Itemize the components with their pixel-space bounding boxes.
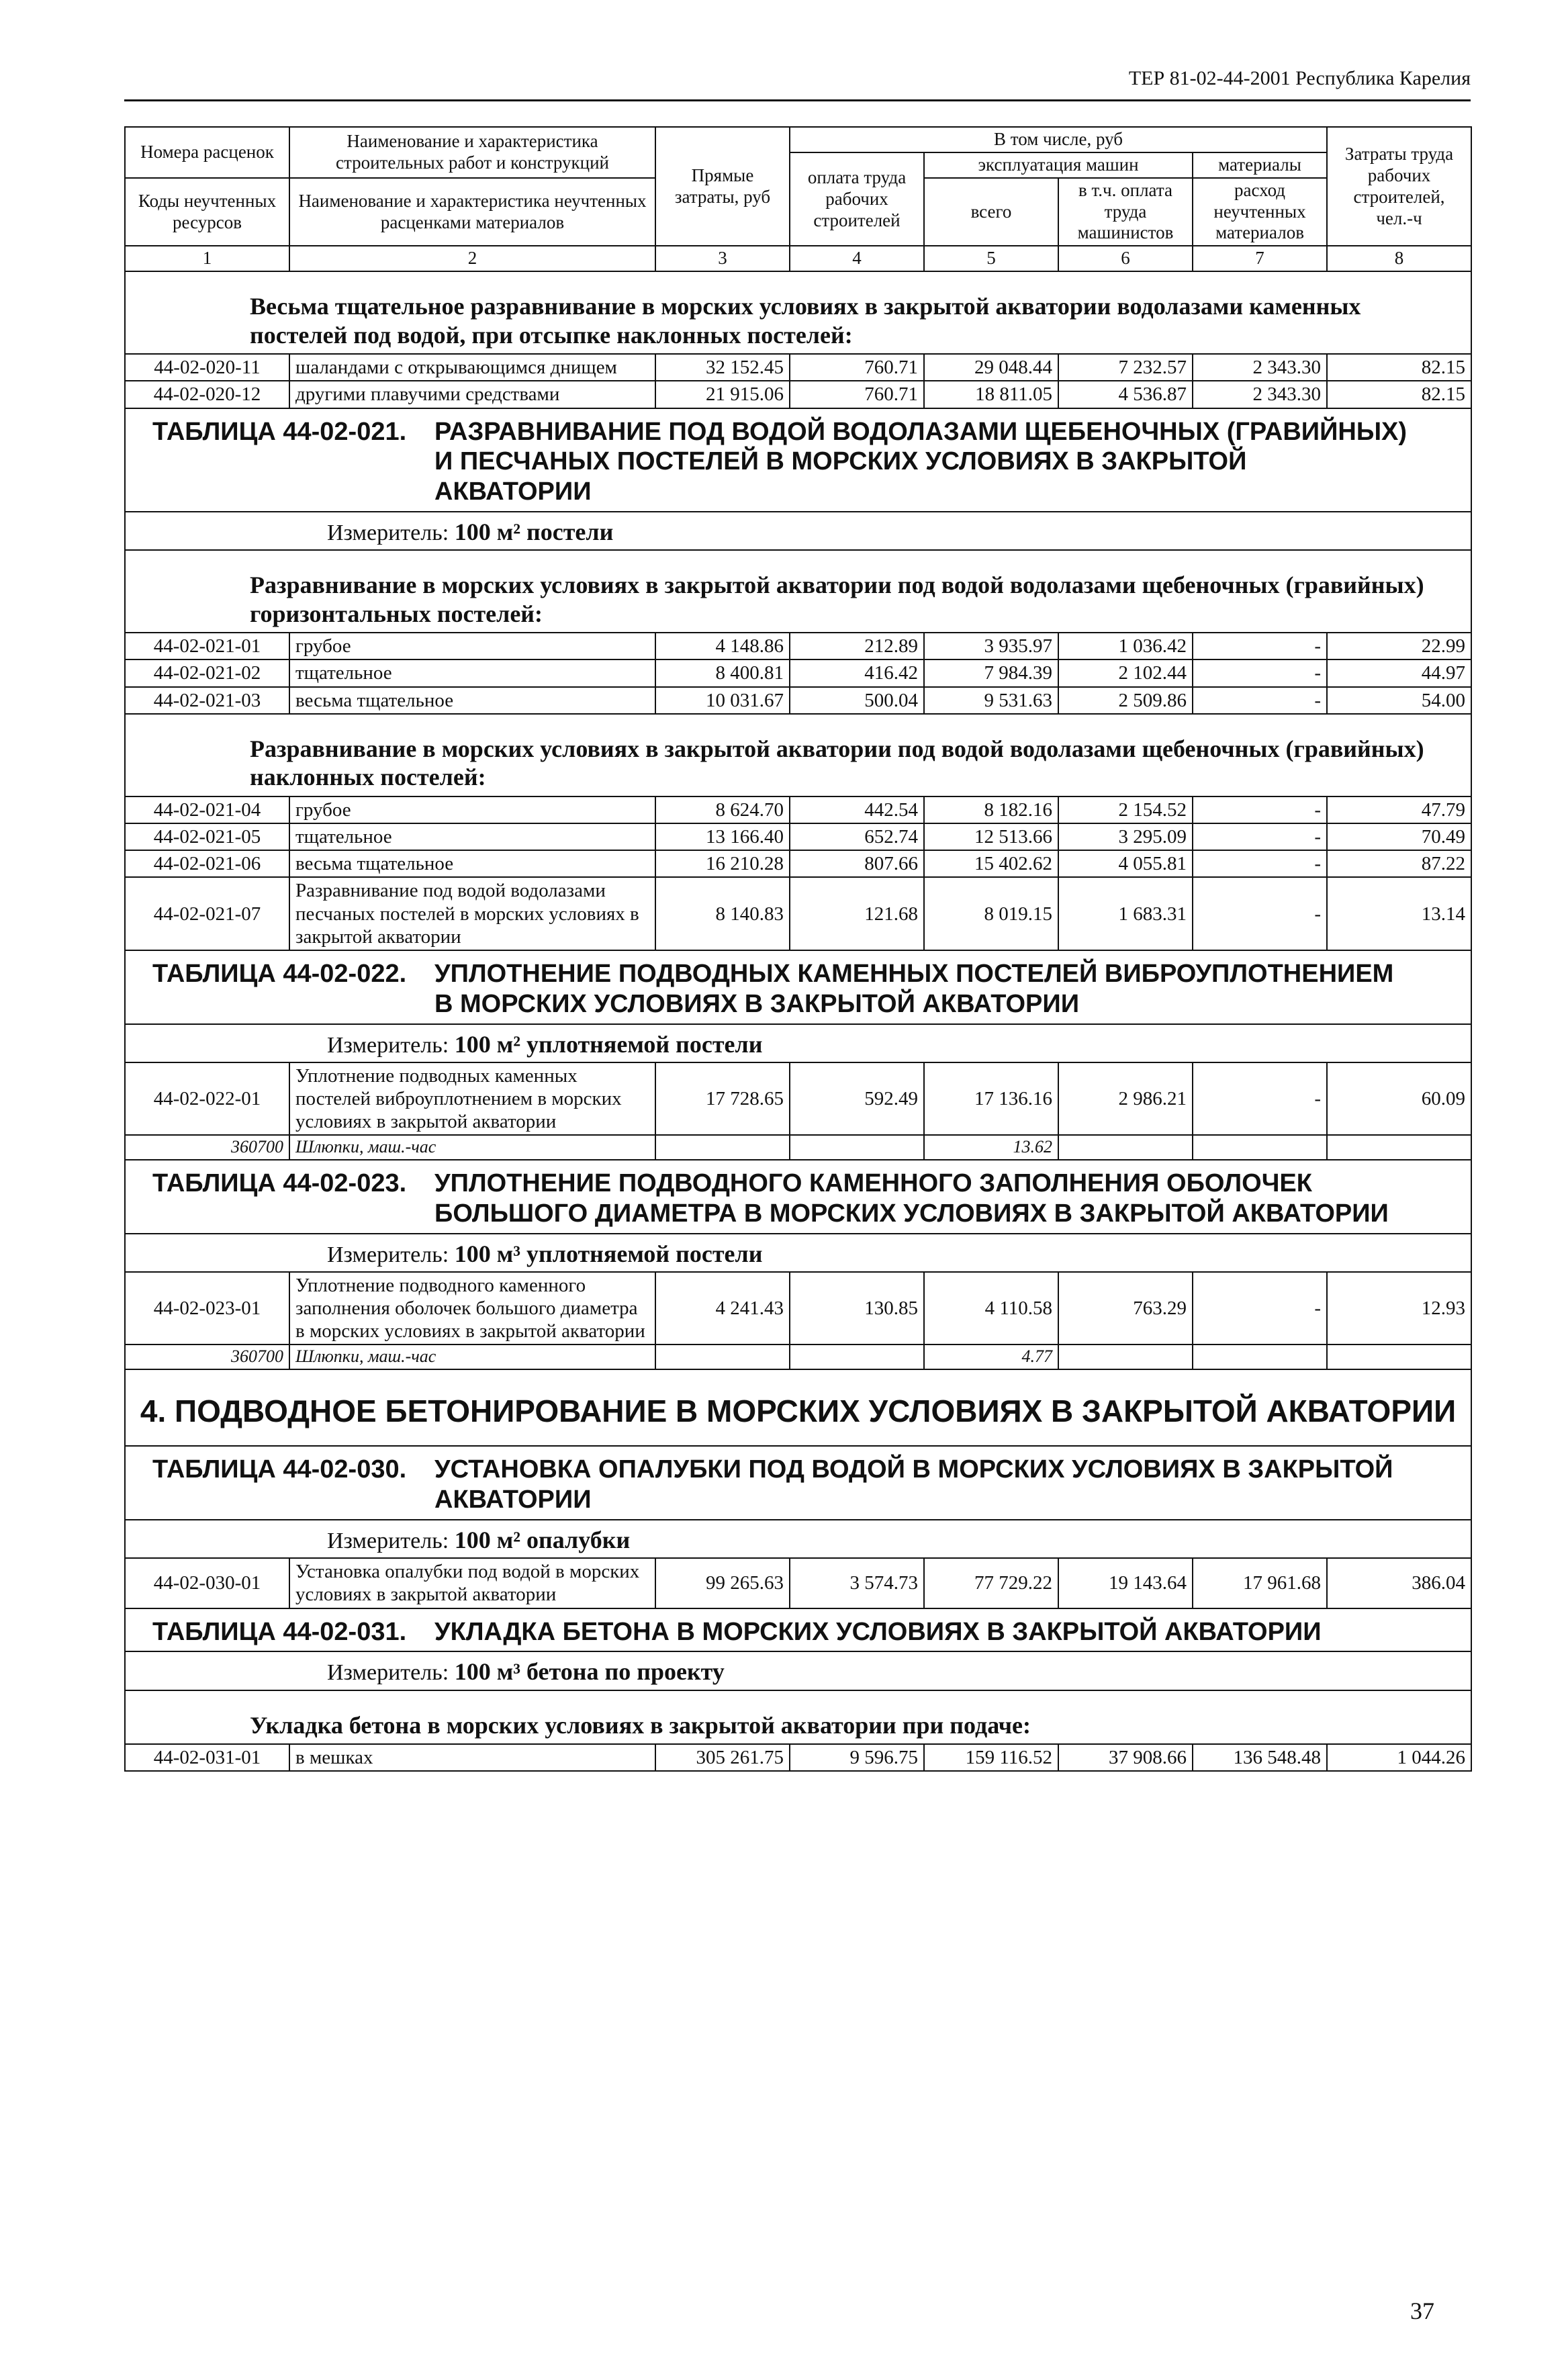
row-name: другими плавучими средствами [289,381,655,408]
measure-row [125,512,1471,550]
row-materials: - [1193,1272,1327,1345]
measure [125,1024,1471,1062]
row-machines-wages: 2 509.86 [1058,687,1193,714]
table-row [125,1272,1471,1345]
row-code: 44-02-021-07 [125,877,289,950]
row-name: Разравнивание под водой водолазами песчаных постелей в морских условиях в закрытой акватории [289,877,655,950]
row-direct: 10 031.67 [655,687,790,714]
col-header-name: Наименование и характеристика строительных работ и конструкций [289,127,655,178]
row-machines: 7 984.39 [924,659,1058,686]
table-title [125,1160,1471,1234]
col-header-machines-wages: в т.ч. оплата труда машинистов [1058,178,1193,246]
table-title [125,1608,1471,1652]
row-name: Уплотнение подводного каменного заполнения оболочек большого диаметра в морских условиях в закрытой акватории [289,1272,655,1345]
row-name: Уплотнение подводных каменных постелей виброуплотнением в морских условиях в закрытой акватории [289,1062,655,1136]
row-code: 44-02-021-05 [125,823,289,850]
row-materials: - [1193,687,1327,714]
row-labor: 12.93 [1327,1272,1471,1345]
resource-name: Шлюпки, маш.-час [289,1344,655,1369]
col-num: 1 [125,246,289,271]
chapter-title: 4. ПОДВОДНОЕ БЕТОНИРОВАНИЕ В МОРСКИХ УСЛОВИЯХ В ЗАКРЫТОЙ АКВАТОРИИ [125,1369,1471,1446]
col-header-resource-code: Коды неучтенных ресурсов [125,178,289,246]
row-direct: 305 261.75 [655,1744,790,1771]
measure-label: Измеритель: [327,1660,449,1686]
measure-value: 100 м³ уплотняемой постели [454,1240,763,1267]
table-title-text: РАЗРАВНИВАНИЕ ПОД ВОДОЙ ВОДОЛАЗАМИ ЩЕБЕНОЧНЫХ (ГРАВИЙНЫХ) И ПЕСЧАНЫХ ПОСТЕЛЕЙ В МОРСКИХ УСЛОВИЯХ В ЗАКРЫТОЙ АКВАТОРИИ [434,417,1408,506]
section-heading-row [125,271,1471,354]
col-header-incl: В том числе, руб [790,127,1327,152]
row-direct: 8 400.81 [655,659,790,686]
row-materials: - [1193,659,1327,686]
table-title-row [125,950,1471,1024]
table-row [125,1558,1471,1608]
row-wages: 807.66 [790,850,924,877]
col-header-wages: оплата труда рабочих строителей [790,152,924,246]
row-direct: 21 915.06 [655,381,790,408]
page-number: 37 [1410,2297,1434,2324]
row-machines: 4 110.58 [924,1272,1058,1345]
resource-code: 360700 [125,1344,289,1369]
empty-cell [1327,1135,1471,1160]
row-machines-wages: 37 908.66 [1058,1744,1193,1771]
table-row [125,796,1471,823]
col-header-materials: материалы [1193,152,1327,178]
empty-cell [1193,1344,1327,1369]
col-header-material-name: Наименование и характеристика неучтенных расценками материалов [289,178,655,246]
row-materials: - [1193,850,1327,877]
header-row-1 [125,127,1471,152]
table-title-row [125,1608,1471,1652]
table-label: ТАБЛИЦА 44-02-023. [152,1169,407,1198]
table-label: ТАБЛИЦА 44-02-022. [152,959,407,988]
row-materials: 17 961.68 [1193,1558,1327,1608]
row-direct: 17 728.65 [655,1062,790,1136]
row-machines: 3 935.97 [924,633,1058,659]
measure [125,1651,1471,1690]
col-num: 7 [1193,246,1327,271]
row-direct: 4 241.43 [655,1272,790,1345]
empty-cell [1058,1135,1193,1160]
row-name: шаландами с открывающимся днищем [289,354,655,381]
row-machines-wages: 763.29 [1058,1272,1193,1345]
measure-label: Измеритель: [327,1242,449,1267]
row-machines: 12 513.66 [924,823,1058,850]
row-machines-wages: 19 143.64 [1058,1558,1193,1608]
measure [125,512,1471,550]
table-title [125,950,1471,1024]
table-row [125,659,1471,686]
measure-value: 100 м² опалубки [454,1526,631,1554]
measure-row [125,1651,1471,1690]
resource-machines: 4.77 [924,1344,1058,1369]
empty-cell [655,1344,790,1369]
row-labor: 22.99 [1327,633,1471,659]
col-num: 2 [289,246,655,271]
row-name: Установка опалубки под водой в морских условиях в закрытой акватории [289,1558,655,1608]
row-wages: 652.74 [790,823,924,850]
col-num: 6 [1058,246,1193,271]
header-number-row [125,246,1471,271]
row-machines: 159 116.52 [924,1744,1058,1771]
resource-row [125,1344,1471,1369]
col-num: 3 [655,246,790,271]
table-title-row [125,1160,1471,1234]
table-row [125,1744,1471,1771]
row-machines: 77 729.22 [924,1558,1058,1608]
row-direct: 13 166.40 [655,823,790,850]
table-title-text: УПЛОТНЕНИЕ ПОДВОДНЫХ КАМЕННЫХ ПОСТЕЛЕЙ ВИБРОУПЛОТНЕНИЕМ В МОРСКИХ УСЛОВИЯХ В ЗАКРЫТОЙ АКВАТОРИИ [434,959,1394,1018]
table-row [125,877,1471,950]
row-labor: 44.97 [1327,659,1471,686]
header-rule [124,99,1471,101]
empty-cell [790,1135,924,1160]
empty-cell [790,1344,924,1369]
resource-code: 360700 [125,1135,289,1160]
row-machines-wages: 2 102.44 [1058,659,1193,686]
resource-row [125,1135,1471,1160]
col-num: 8 [1327,246,1471,271]
row-labor: 70.49 [1327,823,1471,850]
table-label: ТАБЛИЦА 44-02-030. [152,1455,407,1484]
measure-value: 100 м³ бетона по проекту [454,1658,725,1686]
chapter-row [125,1369,1471,1446]
row-name: грубое [289,633,655,659]
row-machines: 17 136.16 [924,1062,1058,1136]
measure-label: Измеритель: [327,1032,449,1058]
row-code: 44-02-022-01 [125,1062,289,1136]
row-code: 44-02-021-06 [125,850,289,877]
row-machines: 29 048.44 [924,354,1058,381]
row-materials: - [1193,823,1327,850]
row-wages: 212.89 [790,633,924,659]
row-machines: 15 402.62 [924,850,1058,877]
col-num: 4 [790,246,924,271]
row-wages: 9 596.75 [790,1744,924,1771]
row-labor: 1 044.26 [1327,1744,1471,1771]
row-direct: 8 140.83 [655,877,790,950]
row-wages: 760.71 [790,354,924,381]
row-materials: - [1193,877,1327,950]
row-machines: 18 811.05 [924,381,1058,408]
table-row [125,1062,1471,1136]
row-name: весьма тщательное [289,850,655,877]
page-header: ТЕР 81-02-44-2001 Республика Карелия [1128,67,1471,89]
row-materials: 2 343.30 [1193,354,1327,381]
row-machines: 9 531.63 [924,687,1058,714]
col-header-number: Номера расценок [125,127,289,178]
row-materials: - [1193,633,1327,659]
row-labor: 13.14 [1327,877,1471,950]
row-labor: 87.22 [1327,850,1471,877]
row-wages: 121.68 [790,877,924,950]
measure-row [125,1024,1471,1062]
measure-value: 100 м² постели [454,518,614,546]
table-row [125,633,1471,659]
col-num: 5 [924,246,1058,271]
row-name: весьма тщательное [289,687,655,714]
table-title-row [125,408,1471,512]
col-header-machines-total: всего [924,178,1058,246]
row-name: тщательное [289,659,655,686]
measure-label: Измеритель: [327,520,449,546]
row-materials: 2 343.30 [1193,381,1327,408]
table-row [125,687,1471,714]
col-header-labor: Затраты труда рабочих строителей, чел.-ч [1327,127,1471,246]
row-name: грубое [289,796,655,823]
table-title-row [125,1446,1471,1520]
row-wages: 3 574.73 [790,1558,924,1608]
row-labor: 386.04 [1327,1558,1471,1608]
row-name: в мешках [289,1744,655,1771]
row-machines-wages: 2 986.21 [1058,1062,1193,1136]
table-title-text: УСТАНОВКА ОПАЛУБКИ ПОД ВОДОЙ В МОРСКИХ УСЛОВИЯХ В ЗАКРЫТОЙ АКВАТОРИИ [434,1455,1393,1514]
measure-row [125,1234,1471,1272]
row-machines: 8 182.16 [924,796,1058,823]
measure-value: 100 м² уплотняемой постели [454,1030,763,1058]
table-title [125,1446,1471,1520]
col-header-direct: Прямые затраты, руб [655,127,790,246]
row-machines-wages: 3 295.09 [1058,823,1193,850]
row-direct: 32 152.45 [655,354,790,381]
row-code: 44-02-031-01 [125,1744,289,1771]
table-title-text: УПЛОТНЕНИЕ ПОДВОДНОГО КАМЕННОГО ЗАПОЛНЕНИЯ ОБОЛОЧЕК БОЛЬШОГО ДИАМЕТРА В МОРСКИХ УСЛОВИЯХ В ЗАКРЫТОЙ АКВАТОРИИ [434,1169,1389,1228]
row-wages: 592.49 [790,1062,924,1136]
empty-cell [1058,1344,1193,1369]
section-heading: Укладка бетона в морских условиях в закрытой акватории при подаче: [125,1690,1471,1744]
section-heading: Разравнивание в морских условиях в закрытой акватории под водой водолазами щебеночных (гравийных) наклонных постелей: [125,714,1471,796]
row-code: 44-02-020-11 [125,354,289,381]
row-machines-wages: 1 036.42 [1058,633,1193,659]
row-wages: 130.85 [790,1272,924,1345]
resource-name: Шлюпки, маш.-час [289,1135,655,1160]
row-code: 44-02-021-04 [125,796,289,823]
col-header-machines: эксплуатация машин [924,152,1193,178]
row-direct: 4 148.86 [655,633,790,659]
measure-row [125,1520,1471,1558]
row-machines-wages: 4 536.87 [1058,381,1193,408]
table-label: ТАБЛИЦА 44-02-031. [152,1617,407,1646]
measure [125,1234,1471,1272]
table-row [125,354,1471,381]
row-code: 44-02-023-01 [125,1272,289,1345]
row-code: 44-02-021-02 [125,659,289,686]
row-labor: 82.15 [1327,354,1471,381]
section-heading-row [125,550,1471,633]
measure [125,1520,1471,1558]
row-labor: 54.00 [1327,687,1471,714]
table-title [125,408,1471,512]
section-heading-row [125,1690,1471,1744]
row-machines-wages: 2 154.52 [1058,796,1193,823]
row-labor: 82.15 [1327,381,1471,408]
section-heading: Весьма тщательное разравнивание в морских условиях в закрытой акватории водолазами каменных постелей под водой, при отсыпке наклонных постелей: [125,271,1471,354]
row-wages: 416.42 [790,659,924,686]
table-title-text: УКЛАДКА БЕТОНА В МОРСКИХ УСЛОВИЯХ В ЗАКРЫТОЙ АКВАТОРИИ [434,1617,1322,1646]
table-label: ТАБЛИЦА 44-02-021. [152,417,407,446]
row-machines-wages: 1 683.31 [1058,877,1193,950]
row-materials: 136 548.48 [1193,1744,1327,1771]
row-materials: - [1193,796,1327,823]
resource-machines: 13.62 [924,1135,1058,1160]
row-labor: 47.79 [1327,796,1471,823]
row-name: тщательное [289,823,655,850]
row-wages: 760.71 [790,381,924,408]
measure-label: Измеритель: [327,1529,449,1554]
table-row [125,381,1471,408]
row-machines-wages: 7 232.57 [1058,354,1193,381]
row-direct: 16 210.28 [655,850,790,877]
row-wages: 500.04 [790,687,924,714]
row-code: 44-02-021-03 [125,687,289,714]
table-row [125,850,1471,877]
empty-cell [655,1135,790,1160]
empty-cell [1327,1344,1471,1369]
row-wages: 442.54 [790,796,924,823]
price-table [124,126,1472,1772]
row-machines: 8 019.15 [924,877,1058,950]
row-code: 44-02-021-01 [125,633,289,659]
row-direct: 8 624.70 [655,796,790,823]
row-materials: - [1193,1062,1327,1136]
row-direct: 99 265.63 [655,1558,790,1608]
col-header-materials-sub: расход неучтенных материалов [1193,178,1327,246]
table-row [125,823,1471,850]
row-labor: 60.09 [1327,1062,1471,1136]
section-heading: Разравнивание в морских условиях в закрытой акватории под водой водолазами щебеночных (гравийных) горизонтальных постелей: [125,550,1471,633]
empty-cell [1193,1135,1327,1160]
section-heading-row [125,714,1471,796]
row-machines-wages: 4 055.81 [1058,850,1193,877]
row-code: 44-02-020-12 [125,381,289,408]
row-code: 44-02-030-01 [125,1558,289,1608]
